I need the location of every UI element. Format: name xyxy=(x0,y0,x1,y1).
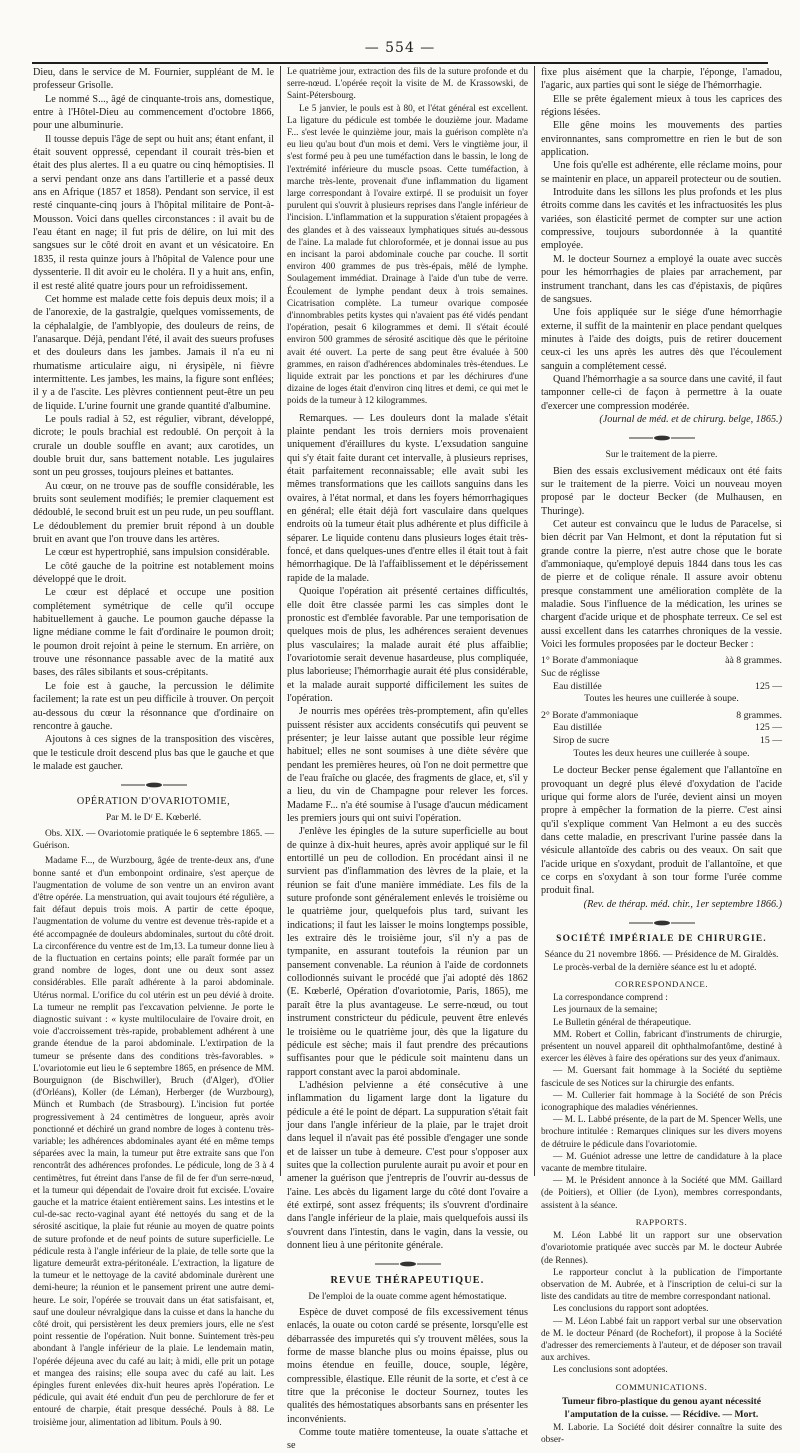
formula-line: 1° Borate d'ammoniaque xyxy=(541,655,639,667)
page-number: — 554 — xyxy=(364,40,436,56)
section-subtitle: De l'emploi de la ouate comme agent hémostatique. xyxy=(308,1290,507,1302)
paragraph: — M. le Président annonce à la Société que MM. Gaillard (de Poitiers), et Ollier (de Lyon), membres correspondants, assistent à la séance. xyxy=(541,1176,782,1211)
formula-amount: àà 8 grammes. xyxy=(725,655,782,667)
column-right xyxy=(541,66,782,1445)
paragraph: — M. Guersant fait hommage à la Société du septième fascicule de ses Notices sur la chirurgie des enfants. xyxy=(541,1066,782,1089)
paragraph: Elle se prête également mieux à tous les caprices des régions lésées. xyxy=(541,93,782,119)
paragraph: fixe plus aisément que la charpie, l'éponge, l'amadou, l'agaric, aux parties qui sont le siége de l'hémorrhagie. xyxy=(541,67,782,92)
formula-2 xyxy=(541,710,782,760)
paragraph: Une fois appliquée sur le siége d'une hémorrhagie externe, il suffit de la maintenir en place pendant quelques minutes à l'aide des doigts, puis de retirer doucement ceux-ci les uns après les autres dès que l'écoulement sanguin a complétement cessé. xyxy=(541,307,782,372)
section-title: Sur le traitement de la pierre. xyxy=(605,449,718,461)
remarks-paragraph: Remarques. — Les douleurs dont la malade s'était plainte pendant les trois derniers mois provenaient uniquement d'éraillures du kyste. L'exsudation sanguine qui s'y était faite durant cet intervalle, à plusieurs reprises, était parfaitement reconnaissable; elle avait subi les mêmes transformations que les caillots sanguins dans les ovaires, à l'état normal, et dans les foyers hémorrhagiques en général; elle était déjà fort vasculaire dans quelques endroits où la tumeur était plus adhérente et plus difficile à séparer. Le liquide contenu dans plusieurs loges était très-foncé, et dans quelques-unes d'entre elles il était tout à fait hémorrhagique. De là l'affaiblissement et le dépérissement rapide de la malade. xyxy=(287,412,528,584)
paragraph: — M. Cullerier fait hommage à la Société de son Précis iconographique des maladies vénériennes. xyxy=(541,1090,782,1114)
paragraph: Le Bulletin général de thérapeutique. xyxy=(553,1017,692,1028)
paragraph: Quoique l'opération ait présenté certaines difficultés, elle doit être classée parmi les cas simples dont le pronostic est d'emblée favorable. Par une temporisation de quelques mois de plus, les adhérences seraient devenues plus vasculaires; la malade aurait été plus affaiblie; l'ovariotomie serait devenue hasardeuse, plus compliquée, plus laborieuse; l'hémorrhagie aurait été plus considérable, et la malade aurait supporté difficilement les suites de l'opération. xyxy=(287,586,528,704)
paragraph: Le nommé S..., âgé de cinquante-trois ans, domestique, entre à l'Hôtel-Dieu au commencement d'octobre 1866, pour une albuminurie. xyxy=(33,93,274,132)
section-ornament xyxy=(373,1260,443,1268)
paragraph: — M. L. Labbé présente, de la part de M. Spencer Wells, une brochure intitulée : Remarques cliniques sur les divers moyens de détruire le pédicule dans l'ovariotomie. xyxy=(541,1115,782,1150)
paragraph: M. Léon Labbé lit un rapport sur une observation d'ovariotomie pratiquée avec succès par M. le docteur Aubrée (de Rennes). xyxy=(541,1231,782,1266)
paragraph: Elle gêne moins les mouvements des parties environnantes, sans compromettre en rien le but de son application. xyxy=(541,120,782,159)
paragraph: J'enlève les épingles de la suture superficielle au bout de quinze à dix-huit heures, après avoir appliqué sur le fil entortillé un peu de collodion. En procédant ainsi il ne survient pas d'inflammation des lèvres de la plaie, et la réunion se fait d'une manière immédiate. Les fils de la suture profonde sont généralement enlevés le troisième ou le quatrième jour, quelquefois plus tard, suivant les indications; il faut les laisser le moins longtemps possible, les extraire dès le troisième jour, s'il n'y a pas de tympanite, en assurant toutefois la réunion par un pansement convenable. La réunion à l'aide de cordonnets collodionnés suivant le procédé que j'ai adopté dès 1862 (E. Kœberlé, Opération d'ovariotomie, Paris, 1865), me paraît être la plus avantageuse. Le serre-nœud, ou tout instrument constricteur du pédicule, peuvent être enlevés le troisième ou le quatrième jour, dès que la ligature du pédicule est sèche; mais il faut prendre des précautions suffisantes pour que le pédicule soit maintenu dans un rapport constant avec la paroi abdominale. xyxy=(287,826,528,1078)
observation-heading: Obs. XIX. — Ovariotomie pratiquée le 6 septembre 1865. — Guérison. xyxy=(33,828,274,852)
paragraph: — M. Léon Labbé fait un rapport verbal sur une observation de M. le docteur Pénard (de Rochefort), il propose à la Société d'adresser des remerciements à l'auteur, et de déposer son travail aux archives. xyxy=(541,1316,782,1364)
formula-line: Eau distillée xyxy=(553,722,602,734)
paragraph: M. le docteur Sournez a employé la ouate avec succès pour les hémorrhagies de plaies par arrachement, par instrument tranchant, dans les cas d'épistaxis, de piqûres de sangsues. xyxy=(541,253,782,305)
paragraph: Le cœur est déplacé et occupe une position complétement symétrique de celle qu'il occupe habituellement à gauche. Le poumon gauche dépasse la ligne médiane comme le fait d'ordinaire le poumon droit; le poumon droit rejoint à peine le sternum. En arrière, on trouve une résonnance passable avec de la matité aux bases, des râles sibilants et sous-crépitants. xyxy=(33,587,274,679)
paragraph: Les conclusions du rapport sont adoptées. xyxy=(553,1304,709,1315)
paragraph: Espèce de duvet composé de fils excessivement ténus enlacés, la ouate ou coton cardé se présente, lorsqu'elle est débarrassée des impuretés qui s'y trouvent mêlées, sous la forme de masse blanche plus ou moins épaisse, plus ou moins étendue en feuille, douce, souple, légère, compressible, élastique. Elle réunit de la sorte, et c'est à ce titre que la préconise le docteur Sournez, toutes les qualités des hémostatiques absorbants sans en présenter les inconvénients. xyxy=(287,1307,528,1425)
paragraph: — M. Guéniot adresse une lettre de candidature à la place vacante de membre titulaire. xyxy=(541,1151,782,1175)
paragraph: Les journaux de la semaine; xyxy=(553,1005,658,1016)
paragraph: Il tousse depuis l'âge de sept ou huit ans; étant enfant, il était souvent oppressé, cependant il courait très-bien et était des plus alertes. Il a eu quatre ou cinq hémoptisies. Il a servi pendant onze ans dans l'artillerie et a passé deux ans en Afrique (1857 et 1858). Pendant son service, il est resté cinquante-cinq jours à l'hôpital militaire de Pont-à-Mousson. Voici dans quelles circonstances : il avait bu de l'eau étant en nage; il fut pris de délire, on lui mit des sangsues sur le côté droit en avant et un vésicatoire. En 1835, il resta quinze jours à l'hôpital de Valence pour une dyssenterie. Il dit avoir eu le choléra. Il y a huit ans, enfin, il est resté alité quatre jours pour un refroidissement. xyxy=(33,133,274,292)
header-rule xyxy=(32,62,768,64)
paragraph: Introduite dans les sillons les plus profonds et les plus étroits comme dans les cavités et les infractuosités les plus variées, son élasticité permet de compter sur une action compressive, toujours subordonnée à la quantité employée. xyxy=(541,187,782,252)
subsection-label: CORRESPONDANCE. xyxy=(614,978,709,989)
paragraph: Le pouls radial à 52, est régulier, vibrant, développé, dicrote; le pouls brachial est redoublé. On perçoit à la crurale un double souffle en avant; aux carotides, un double bruit dur, sans battement notable. Les jugulaires sont un peu grosses, toujours pleines et battantes. xyxy=(33,413,274,479)
paragraph: MM. Robert et Collin, fabricant d'instruments de chirurgie, présentent un nouvel appareil dit ophthalmofantôme, destiné à exercer les élèves à faire des opérations sur des yeux d'animaux. xyxy=(541,1029,782,1065)
paragraph: Au cœur, on ne trouve pas de souffle considérable, les bruits sont seulement modifiés; le premier claquement est dédoublé, le second bruit est un peu rude, un peu soufflant. Le dédoublement du premier bruit répond à un double bruit en avant que l'on trouve dans les artères. xyxy=(33,480,274,546)
subsection-label: RAPPORTS. xyxy=(635,1216,688,1227)
paragraph: Cet homme est malade cette fois depuis deux mois; il a de l'anorexie, de la gastralgie, quelques vomissements, de la céphalalgie, de l'amblyopie, des douleurs de reins, de l'anasarque. Déjà, pendant l'été, il avait des sueurs profuses et des douleurs dans les jambes. Jamais il n'a eu ni rhumatisme articulaire aigu, ni érysipèle, ni fièvre intermittente. Les jambes, les mains, la figure sont enflées; il y a de l'ascite. Les plèvres contiennent peut-être un peu de liquide. L'urine fournit une grande quantité d'albumine. xyxy=(33,293,275,412)
case-paragraph: Le quatrième jour, extraction des fils de la suture profonde et du serre-nœud. L'opérée reçoit la visite de M. de Krassowski, de Saint-Pétersbourg. xyxy=(287,67,528,102)
subsection-label: COMMUNICATIONS. xyxy=(615,1381,708,1392)
paragraph: M. Laborie. La Société doit désirer connaître la suite des obser- xyxy=(541,1422,782,1445)
paragraph: Une fois qu'elle est adhérente, elle réclame moins, pour se maintenir en place, un appareil protecteur ou de soutien. xyxy=(541,160,782,185)
formula-amount: 125 — xyxy=(755,722,782,734)
formula-1 xyxy=(541,655,782,705)
paragraph: Le rapporteur conclut à la publication de l'importante observation de M. Aubrée, et à l'inscription de celui-ci sur la liste des candidats au titre de membre correspondant national. xyxy=(541,1267,782,1303)
formula-line: 2° Borate d'ammoniaque xyxy=(541,709,639,721)
paragraph: Les conclusions sont adoptées. xyxy=(553,1365,668,1376)
paragraph: Cet auteur est convaincu que le ludus de Paracelse, si bien décrit par Van Helmont, et dont la réputation fut si grande contre la pierre, n'est autre chose que le borate d'ammoniaque, qu'employé depuis 1844 dans tous les cas de pierre et de colique rénale. Il assure avoir obtenu presque constamment une amélioration complète de la maladie. Sous l'influence de la médication, les urines se chargent d'acide urique et de phosphate terreux. Ce sel est aussi excellent dans les catarrhes chroniques de la vessie. Voici les formules proposées par le docteur Becker : xyxy=(541,519,782,651)
session-heading: Séance du 21 novembre 1866. — Présidence de M. Giraldès. xyxy=(544,949,779,961)
column-divider xyxy=(534,66,535,1176)
formula-note: Toutes les heures une cuillerée à soupe. xyxy=(584,693,739,705)
formula-line: Sirop de sucre xyxy=(553,735,610,746)
paragraph: Le docteur Becker pense également que l'allantoïne en provoquant un degré plus élevé d'oxydation de l'acide urique qui forme alors de l'urée, devient ainsi un moyen propre à empêcher la formation de la pierre. C'est ainsi qu'il s'explique comment Van Helmont a eu des succès dans cette maladie, en prescrivant l'urine passée dans la vésicule allantoïde des cabris ou des veaux. On sait que l'acide urique en s'oxydant, produit de l'allantoïne, et que ce corps en s'oxydant à son tour forme l'urée comme produit final. xyxy=(541,765,782,897)
section-title: REVUE THÉRAPEUTIQUE. xyxy=(330,1275,485,1287)
paragraph: Quand l'hémorrhagie a sa source dans une cavité, il faut tamponner celle-ci de façon à permettre à la ouate d'exercer une compression modérée. xyxy=(541,373,782,412)
case-paragraph: Le 5 janvier, le pouls est à 80, et l'état général est excellent. La ligature du pédicule est tombée le douzième jour. Madame F... s'est levée le quinzième jour, mais la guérison complète n'a eu lieu qu'au bout d'un mois et demi. Vers le vingtième jour, il s'est formé peu à peu une tuméfaction dans le bassin, le long de l'extrémité inférieure du muscle psoas. Cette tuméfaction, à marche très-lente, provenait d'une inflammation du ligament large correspondant à l'ovaire extirpé. Il se produisit un foyer purulent qui s'ouvrit à plusieurs reprises dans l'angle inférieur de l'incision. L'inflammation et la suppuration s'étaient propagées à des glandes et à des vaisseaux lymphatiques situés au-dessous de l'aine. La malade fut chloroformée, et je donnai issue au pus en incisant la paroi abdominale couche par couche. Il sortit environ 400 grammes de pus très-épais, mêlé de lymphe. Soulagement immédiat. Drainage à l'aide d'un tube de verre. Écoulement de lymphe pendant deux à trois semaines. Cicatrisation complète. La tumeur ovarique composée d'innombrables petits kystes qui n'avaient pas été vidés pendant l'opération, pesait 6 kilogrammes et demi. Il s'était écoulé environ 500 grammes de sérosité ascitique dès que le péritoine avait été ouvert. La perte de sang peut être évaluée à 500 grammes, en raison d'adhérences abdominales très-étendues. Le liquide extrait par les ponctions et par les déchirures d'une dizaine de loges était d'environ cinq litres et demi, ce qui met le poids de la tumeur à 12 kilogrammes. xyxy=(287,103,528,407)
column-middle xyxy=(287,66,528,1452)
formula-amount: 125 — xyxy=(755,680,782,692)
article-title: OPÉRATION D'OVARIOTOMIE, xyxy=(76,796,231,808)
paragraph: Ajoutons à ces signes de la transposition des viscères, que le testicule droit descend plus bas que le gauche et que le malade est gaucher. xyxy=(33,734,274,772)
paragraph: Bien des essais exclusivement médicaux ont été faits sur le traitement de la pierre. Voici un nouveau moyen proposé par le docteur Becker (de Mulhausen, en Thuringe). xyxy=(541,465,782,517)
paragraph: La correspondance comprend : xyxy=(553,993,668,1004)
section-ornament xyxy=(119,781,189,789)
source-citation: (Rev. de thérap. méd. chir., 1er septembre 1866.) xyxy=(583,898,782,910)
paragraph: Je nourris mes opérées très-promptement, afin qu'elles puissent résister aux accidents consécutifs qui peuvent se présenter; je leur laisse autant que possible leur régime habituel; elles ne sont soumises à une diète sévère que pendant les premières heures, où l'on ne doit permettre que de l'eau fraîche ou glacée, des fragments de glace, et, s'il y a lieu, du vin de Champagne pour relever les forces. Madame F... n'a été soumise à l'usage d'aucun médicament les premiers jours qui ont suivi l'opération. xyxy=(287,706,528,824)
section-title: SOCIÉTÉ IMPÉRIALE DE CHIRURGIE. xyxy=(556,933,767,944)
formula-line: Suc de réglisse xyxy=(541,668,600,680)
paragraph: Le côté gauche de la poitrine est notablement moins développé que le droit. xyxy=(33,560,274,586)
section-ornament xyxy=(627,434,697,442)
paragraph: Le cœur est hypertrophié, sans impulsion considérable. xyxy=(45,547,270,559)
paragraph: L'adhésion pelvienne a été consécutive à une inflammation du ligament large dont la ligature du pédicule a été le point de départ. La suppuration s'était fait jour dans l'angle inférieur de la plaie, par le trajet droit dans lequel il n'avait pas été possible d'engager une sonde et de laisser un tube à demeure. C'est pour s'opposer aux suites que la collection purulente aurait pu avoir et pour en amener la guérison que j'entrepris de l'ouvrir au-dessus de l'aine. Les abcès du ligament large du côté dont l'ovaire a été extirpé, sont assez fréquents; ils s'ouvrent d'ordinaire dans l'angle inférieur de la plaie, mais quelquefois aussi ils s'ouvrent dans l'intestin, dans le vagin, dans la vessie, ou donnent lieu à une péritonite générale. xyxy=(287,1079,528,1251)
paragraph: Le procès-verbal de la dernière séance est lu et adopté. xyxy=(553,962,757,973)
communication-title: Tumeur fibro-plastique du genou ayant nécessité l'amputation de la cuisse. — Récidive. — Mort. xyxy=(562,1395,761,1421)
paragraph: Dieu, dans le service de M. Fournier, suppléant de M. le professeur Grisolle. xyxy=(33,67,274,92)
formula-note: Toutes les deux heures une cuillerée à soupe. xyxy=(573,747,750,759)
formula-amount: 8 grammes. xyxy=(736,709,782,721)
column-left xyxy=(33,66,275,1428)
column-divider xyxy=(280,66,281,1176)
paragraph: Comme toute matière tomenteuse, la ouate s'attache et se xyxy=(287,1427,528,1452)
article-byline: Par M. le Dʳ E. Kœberlé. xyxy=(105,811,202,823)
case-paragraph: Madame F..., de Wurzbourg, âgée de trente-deux ans, d'une bonne santé et d'un embonpoint ordinaire, s'est aperçue de l'augmentation de volume de son ventre un an environ avant d'être opérée. La menstruation, qui avait toujours été régulière, a fait défaut depuis trois mois. A partir de cette époque, l'augmentation de volume du ventre est devenue très-rapide et a été accompagnée de douleurs abdominales, surtout du côté droit. La circonférence du ventre est de 1m,13. La tumeur donne lieu à de la fluctuation en certains points; elle paraît formée par un grand nombre de loges, dont une ou deux sont assez considérables. Elle paraît adhérente à la paroi abdominale. Utérus normal. L'orifice du col utérin est un peu dévié à droite. La tumeur ne remplit pas l'excavation pelvienne. Je porte le diagnostic suivant : « kyste multiloculaire de l'ovaire droit, en voie d'accroissement très-rapide, probablement adhérent à une grande étendue de la paroi abdominale. L'extirpation de la tumeur se présente dans des conditions très-favorables. » L'ovariotomie eut lieu le 6 septembre 1865, en présence de MM. Bourguignon (de Bischwiller), Bruch (d'Alger), d'Olier (d'Orléans), Koller (de Léman), Herberger (de Wurzbourg), Münch et Rumbach (de Strasbourg). L'incision fut portée progressivement à 24 centimètres de longueur, après avoir ponctionné et déchiré un grand nombre de loges à contenu très-variable; les adhérences abdominales ayant été en même temps séparées avec la main, la tumeur put être extraite sans que l'on rencontrât des adhérences profondes. Le pédicule, long de 3 à 4 centimètres, fut étreint dans l'anse de fil de fer d'un serre-nœud, et la tumeur qui dépendait de l'ovaire droit fut excisée. L'ovaire gauche et la matrice étaient entièrement sains. Les intestins et le cul-de-sac recto-vaginal ayant été nettoyés du sang et de la sérosité ascitique, la plaie fut réunie au moyen de quatre points de suture profonde et de neuf points de suture superficielle. Le pédicule resta à l'angle inférieur de la plaie, de telle sorte que la ligature demeurât extra-péritonéale. L'extraction, la ligature de la tumeur et le nettoyage de la cavité abdominale durèrent une demi-heure; la réunion et le pansement prirent une autre demi-heure. Le soir, l'opérée se trouvait dans un état satisfaisant, et, sauf une douleur névralgique dans la cuisse et dans la hanche du côté droit, qui persistèrent les deux premiers jours, elle ne s'est point ressentie de l'opération. Nuit bonne. Suintement très-peu abondant à l'angle inférieur de la plaie. Le lendemain matin, l'opérée déjeuna avec du café au lait; à midi, elle prit un potage et mangea des raisins; elle soupa avec du café au lait. Les épingles furent enlevées dix-huit heures après l'opération. Le pédicule, qui avait été enduit d'un peu de perchlorure de fer et entouré de charpie, était presque desséché. Pouls à 88. Le troisième jour, alimentation ad libitum. Pouls à 90. xyxy=(33,856,274,1428)
formula-line: Eau distillée xyxy=(553,680,602,692)
section-ornament xyxy=(627,919,697,927)
source-citation: (Journal de méd. et de chirurg. belge, 1865.) xyxy=(599,413,782,425)
formula-amount: 15 — xyxy=(759,735,782,746)
paragraph: Le foie est à gauche, la percussion le délimite facilement; la rate est un peu difficile à trouver. On perçoit au-dessous du cœur la résonnance que d'ordinaire on rencontre à gauche. xyxy=(33,680,274,732)
